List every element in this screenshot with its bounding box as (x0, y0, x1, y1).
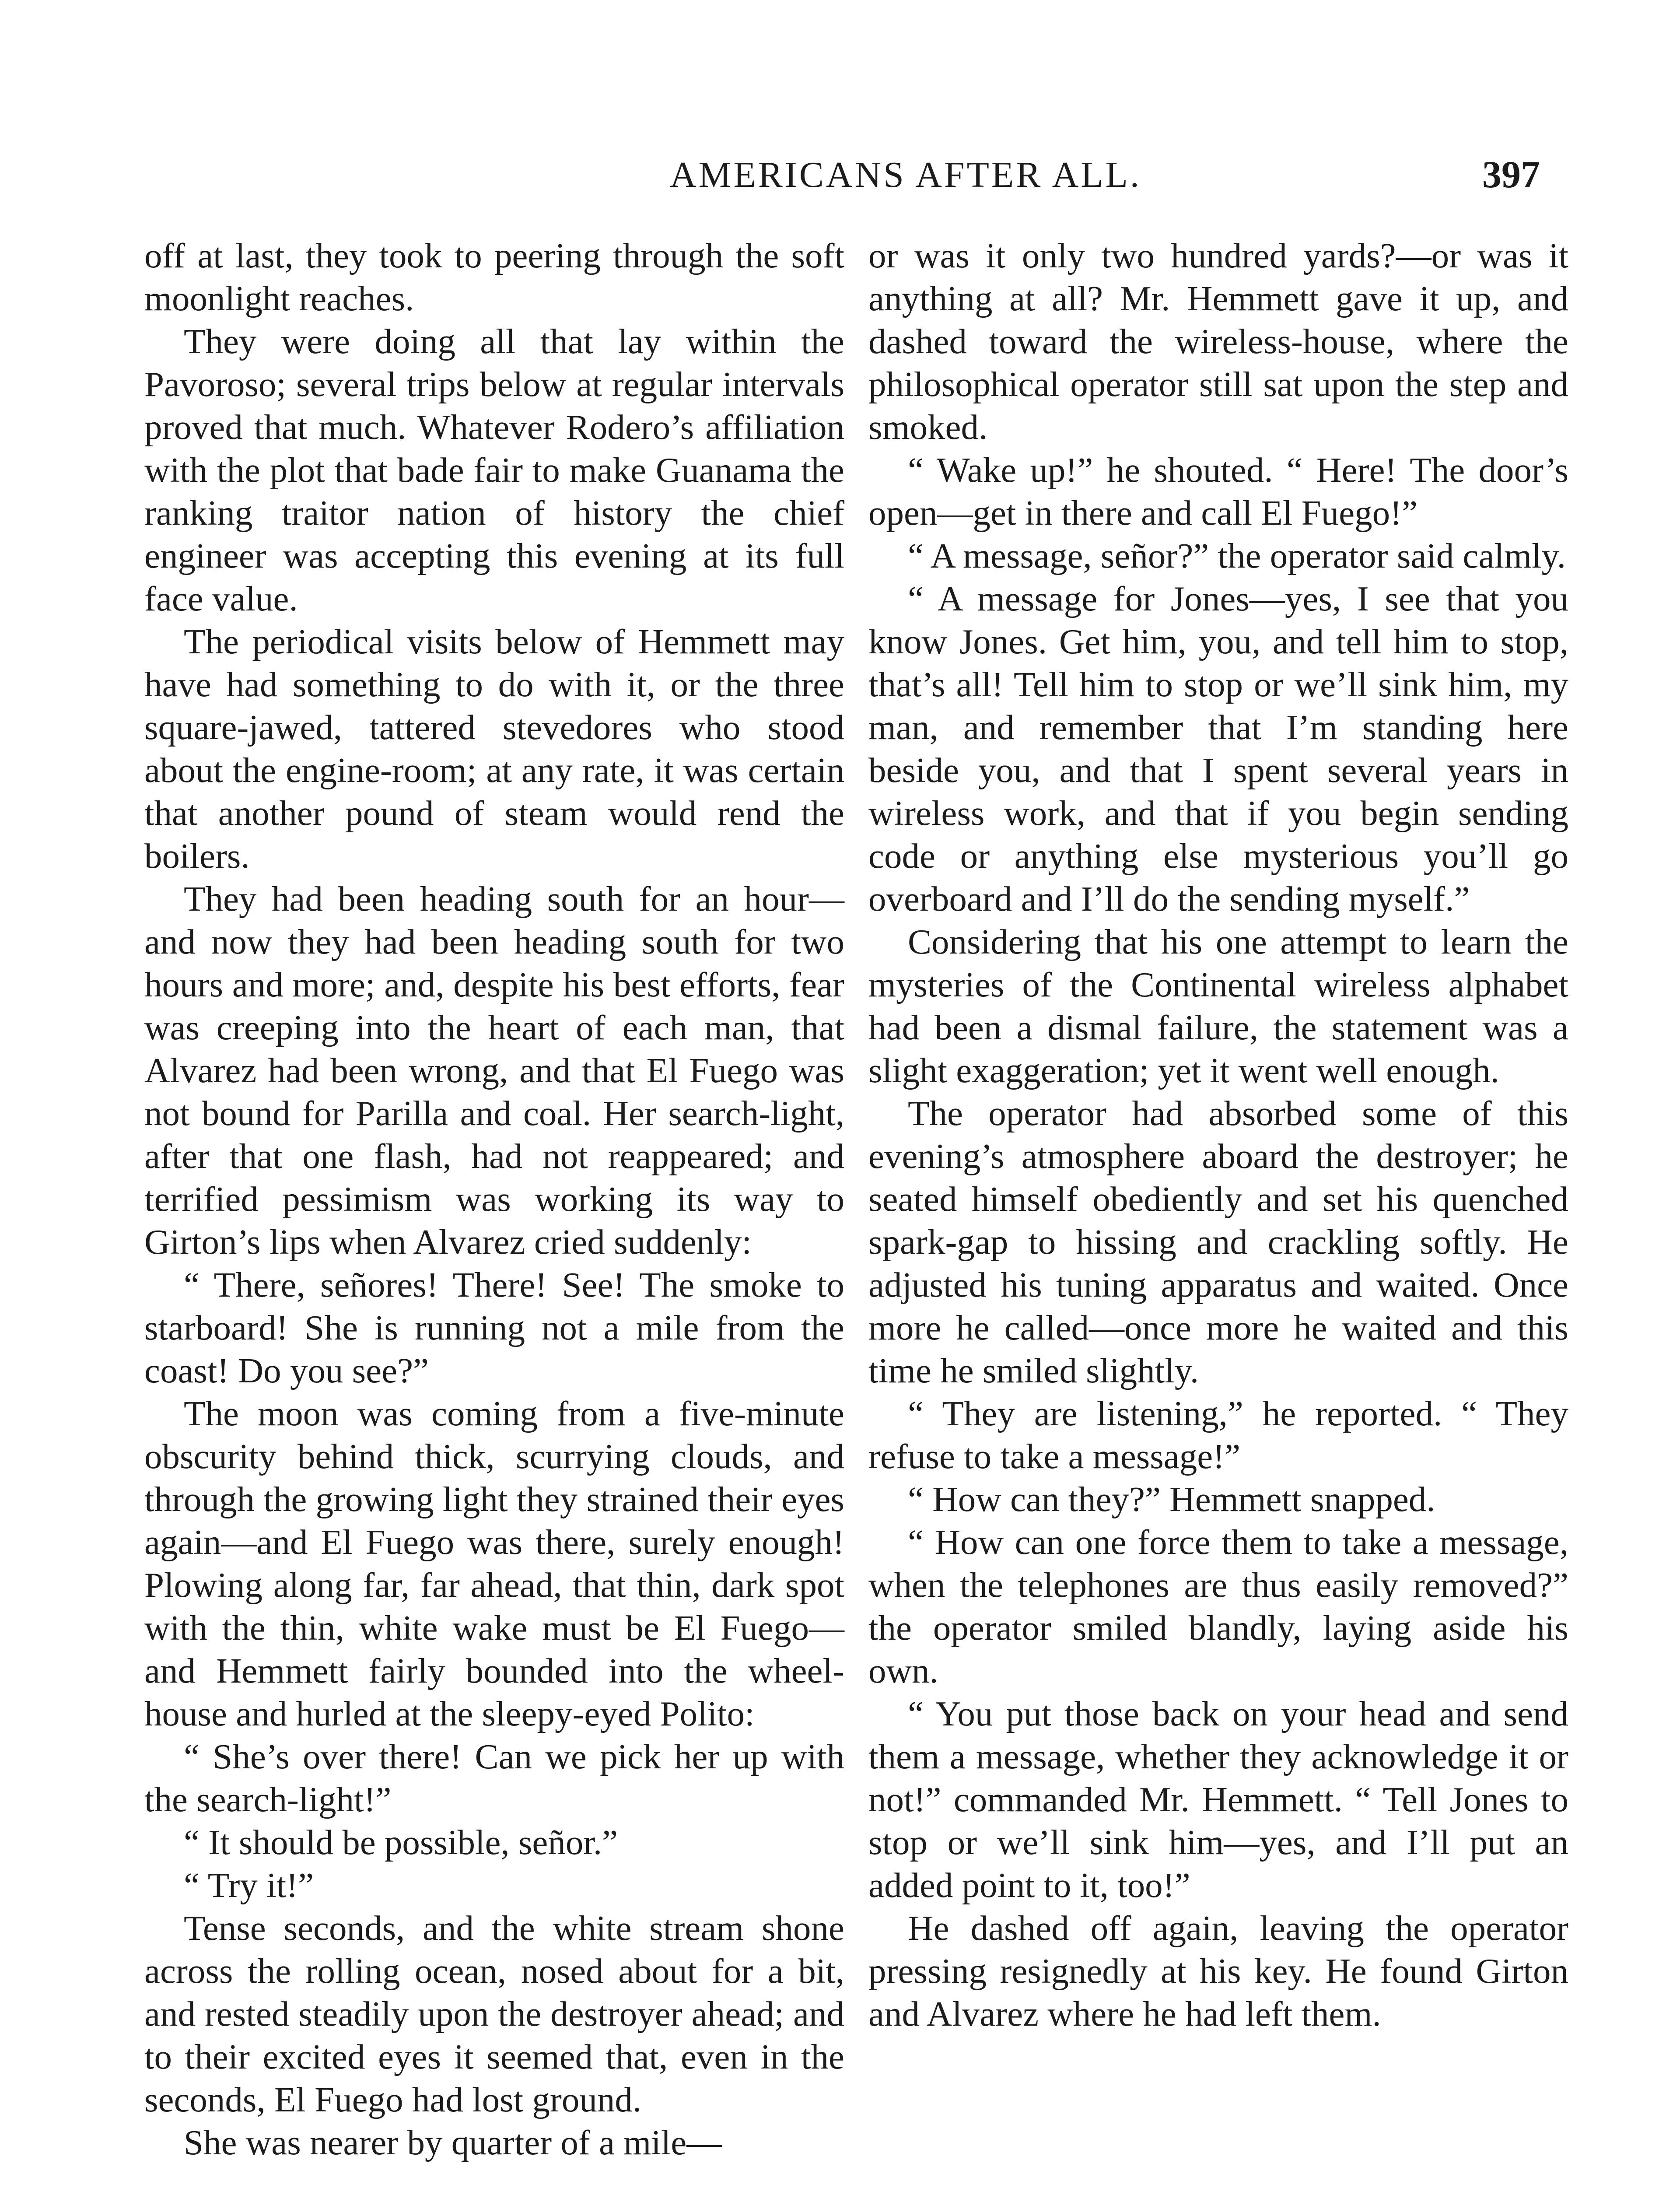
paragraph: The periodical visits below of Hemmett may have had something to do with it, or the three square-jawed, tattered stevedores who stood about the engine-room; at any rate, it was certain that another pound of steam would rend the boilers. (144, 622, 844, 876)
paragraph: The operator had absorbed some of this evening’s atmosphere aboard the destroyer; he seated himself obediently and set his quenched spark-gap to hissing and crackling softly. He adjusted his tuning apparatus and waited. Once more he called—once more he waited and this time he smiled slightly. (868, 1094, 1568, 1390)
paragraph: They had been heading south for an hour—and now they had been heading south for two hours and more; and, despite his best efforts, fear was creeping into the heart of each man, that Alvarez had been wrong, and that El Fuego was not bound for Parilla and coal. Her search-light, after that one flash, had not reappeared; and terrified pessimism was working its way to Girton’s lips when Alvarez cried suddenly: (144, 879, 844, 1262)
page-number: 397 (1482, 154, 1540, 196)
paragraph: “ A message for Jones—yes, I see that you know Jones. Get him, you, and tell him to stop, that’s all! Tell him to stop or we’ll sink him, my man, and remember that I’m standing here beside you, and that I spent several years in wireless work, and that if you begin sending code or anything else mysterious you’ll go overboard and I’ll do the sending myself.” (868, 579, 1568, 919)
paragraph: They were doing all that lay within the Pavoroso; several trips below at regular intervals proved that much. Whatever Rodero’s affiliation with the plot that bade fair to make Guanama the ranking traitor nation of history the chief engineer was accepting this evening at its full face value. (144, 322, 844, 618)
paragraph: She was nearer by quarter of a mile— (184, 2123, 722, 2162)
paragraph: or was it only two hundred yards?—or was it anything at all? Mr. Hemmett gave it up, and dashed toward the wireless-house, where the philosophical operator still sat upon the step and smoked. (868, 236, 1568, 447)
running-head (140, 149, 1540, 201)
paragraph: “ It should be possible, señor.” (184, 1823, 618, 1862)
paragraph: “ How can one force them to take a message, when the telephones are thus easily removed?” the operator smiled blandly, laying aside his own. (868, 1522, 1568, 1690)
paragraph: Considering that his one attempt to learn the mysteries of the Continental wireless alphabet had been a dismal failure, the statement was a slight exaggeration; yet it went well enough. (868, 922, 1568, 1090)
paragraph: “ Try it!” (184, 1865, 314, 1905)
paragraph: He dashed off again, leaving the operator pressing resignedly at his key. He found Girton and Alvarez where he had left them. (868, 1908, 1568, 2034)
right-column (868, 234, 1568, 2035)
running-title: AMERICANS AFTER ALL. (670, 154, 1141, 195)
paragraph: “ Wake up!” he shouted. “ Here! The door’s open—get in there and call El Fuego!” (868, 450, 1568, 533)
paragraph: “ You put those back on your head and send them a message, whether they acknowledge it or not!” commanded Mr. Hemmett. “ Tell Jones to stop or we’ll sink him—yes, and I’ll put an added point to it, too!” (868, 1694, 1568, 1905)
paragraph: Tense seconds, and the white stream shone across the rolling ocean, nosed about for a bit, and rested steadily upon the destroyer ahead; and to their excited eyes it seemed that, even in the seconds, El Fuego had lost ground. (144, 1908, 844, 2119)
paragraph: The moon was coming from a five-minute obscurity behind thick, scurrying clouds, and through the growing light they strained their eyes again—and El Fuego was there, surely enough! Plowing along far, far ahead, that thin, dark spot with the thin, white wake must be El Fuego—and Hemmett fairly bounded into the wheel-house and hurled at the sleepy-eyed Polito: (144, 1394, 844, 1733)
paragraph: “ They are listening,” he reported. “ They refuse to take a message!” (868, 1394, 1568, 1476)
paragraph: “ A message, señor?” the operator said calmly. (908, 536, 1566, 575)
left-column (144, 234, 844, 2164)
paragraph: “ She’s over there! Can we pick her up with the search-light!” (144, 1737, 844, 1819)
paragraph: “ There, señores! There! See! The smoke to starboard! She is running not a mile from the coast! Do you see?” (144, 1265, 844, 1390)
paragraph: off at last, they took to peering through the soft moonlight reaches. (144, 236, 844, 318)
paragraph: “ How can they?” Hemmett snapped. (908, 1480, 1435, 1519)
